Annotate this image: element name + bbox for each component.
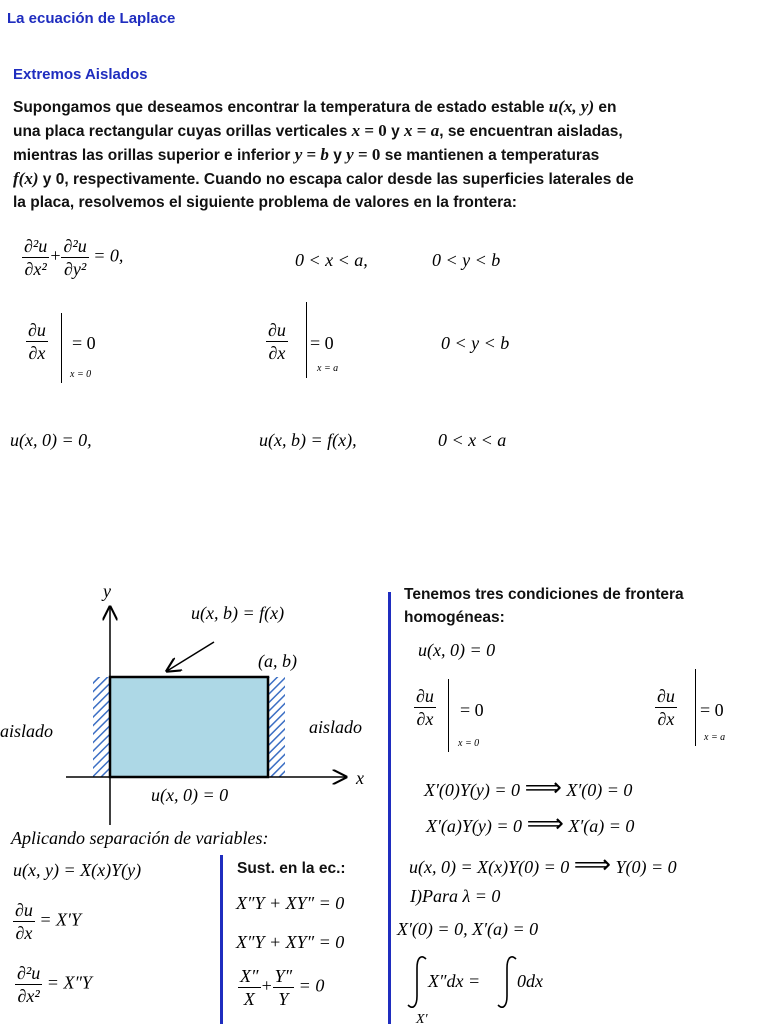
fraction xyxy=(655,686,677,729)
text: y xyxy=(386,123,405,140)
math-y: y xyxy=(346,145,354,164)
integral-lhs: X″dx = xyxy=(428,971,481,991)
bc2-subscript: x = a xyxy=(317,363,339,374)
math-eq: = 0 xyxy=(360,121,387,140)
fraction xyxy=(414,686,436,729)
result-row-3 xyxy=(409,850,677,880)
range-x: 0 < x < a, xyxy=(295,250,368,270)
section-subtitle: Extremos Aislados xyxy=(13,66,148,83)
integral-rhs: 0dx xyxy=(517,971,543,991)
fraction xyxy=(273,966,295,1009)
para-line-5: la placa, resolvemos el siguiente problema de valores en la frontera: xyxy=(13,194,517,211)
rhs: = X′Y xyxy=(39,909,81,930)
bc1-subscript: x = 0 xyxy=(70,369,92,380)
bc2-value: = 0 xyxy=(310,333,334,353)
text: una placa rectangular cuyas orillas verticales xyxy=(13,123,352,140)
right-insulation-hatch xyxy=(268,677,285,777)
bc2-derivative xyxy=(266,320,288,363)
denominator: Y xyxy=(278,989,289,1009)
fraction xyxy=(22,236,49,279)
denominator: ∂x² xyxy=(24,259,47,279)
para-line-3 xyxy=(13,143,703,167)
numerator: ∂u xyxy=(28,320,46,340)
bc2-range: 0 < y < b xyxy=(441,333,510,353)
math-eq: = 0 xyxy=(353,145,381,164)
numerator: ∂u xyxy=(15,900,33,920)
separation-heading: Aplicando separación de variables: xyxy=(11,828,269,848)
fraction xyxy=(238,966,261,1009)
corner-label: (a, b) xyxy=(258,651,297,671)
evaluation-bar xyxy=(695,669,696,746)
right-text-2: homogéneas: xyxy=(404,609,505,626)
math-u: u(x, y) xyxy=(548,97,595,116)
numerator: ∂u xyxy=(657,686,675,706)
numerator: ∂u xyxy=(416,686,434,706)
denominator: ∂x xyxy=(15,923,33,943)
condition-2-derivative xyxy=(414,686,436,729)
case-conditions: X′(0) = 0, X′(a) = 0 xyxy=(397,919,539,939)
para-line-1 xyxy=(13,95,703,119)
bc1-value: = 0 xyxy=(72,333,96,353)
numerator: X″ xyxy=(240,966,259,986)
result-row-1 xyxy=(424,773,633,803)
left-insulated-label: aislado xyxy=(0,721,54,741)
text: , se encuentran aisladas, xyxy=(439,123,623,140)
para-line-2 xyxy=(13,119,703,143)
lhs: X′(0)Y(y) = 0 xyxy=(424,780,521,800)
denominator: ∂x xyxy=(28,343,46,363)
text: y 0, respectivamente. Cuando no escapa calor desde las superficies laterales de xyxy=(38,171,634,188)
fraction xyxy=(13,900,35,943)
page-title: La ecuación de Laplace xyxy=(7,10,176,27)
condition-3-derivative xyxy=(655,686,677,729)
fraction xyxy=(266,320,288,363)
column-divider xyxy=(220,855,223,1024)
numerator: ∂²u xyxy=(63,236,87,256)
rhs: X′(0) = 0 xyxy=(566,780,633,800)
math-eq: = xyxy=(412,121,431,140)
range-y: 0 < y < b xyxy=(432,250,501,270)
bc3: u(x, 0) = 0, xyxy=(10,430,92,450)
text: y xyxy=(328,147,347,164)
numerator: ∂²u xyxy=(24,236,48,256)
separation-equation: u(x, y) = X(x)Y(y) xyxy=(13,860,142,880)
implies-arrow-icon: ⟹ xyxy=(573,850,612,880)
bc4: u(x, b) = f(x), xyxy=(259,430,357,450)
bc4-range: 0 < x < a xyxy=(438,430,507,450)
fraction xyxy=(26,320,48,363)
plate-rect xyxy=(110,677,268,777)
condition-2-subscript: x = 0 xyxy=(458,738,480,749)
column-divider xyxy=(388,592,391,1024)
bottom-edge-label: u(x, 0) = 0 xyxy=(151,785,229,805)
partial-derivative-cut: X′ xyxy=(416,1012,428,1027)
numerator: ∂u xyxy=(268,320,286,340)
denominator: ∂y² xyxy=(63,259,87,279)
plus-sign: + xyxy=(260,975,273,996)
math-b: b xyxy=(320,145,329,164)
laplace-equation xyxy=(22,236,123,279)
left-insulation-hatch xyxy=(93,677,110,777)
numerator: Y″ xyxy=(274,966,293,986)
rhs: = X″Y xyxy=(46,972,92,993)
fraction xyxy=(61,236,88,279)
text: se mantienen a temperaturas xyxy=(380,147,600,164)
result-row-2 xyxy=(426,809,635,839)
implies-arrow-icon: ⟹ xyxy=(524,773,562,803)
text: Supongamos que deseamos encontrar la temperatura de estado estable xyxy=(13,99,549,116)
rhs: X′(a) = 0 xyxy=(568,816,635,836)
math-y: y xyxy=(294,145,303,164)
plus-sign: + xyxy=(49,245,62,266)
second-derivative xyxy=(15,963,92,1006)
x-axis-label: x xyxy=(356,768,364,788)
equals-zero: = 0, xyxy=(93,245,124,266)
condition-3-value: = 0 xyxy=(700,700,724,720)
top-edge-label: u(x, b) = f(x) xyxy=(191,603,285,623)
denominator: X xyxy=(243,989,255,1009)
first-derivative xyxy=(13,900,81,943)
text: mientras las orillas superior e inferior xyxy=(13,147,295,164)
denominator: ∂x xyxy=(268,343,286,363)
denominator: ∂x xyxy=(416,709,434,729)
lhs: X′(a)Y(y) = 0 xyxy=(426,816,523,836)
problem-paragraph xyxy=(13,95,703,214)
right-insulated-label: aislado xyxy=(309,717,363,737)
y-axis-label: y xyxy=(103,581,111,601)
para-line-4 xyxy=(13,167,703,191)
denominator: ∂x xyxy=(657,709,675,729)
math-a: a xyxy=(430,121,440,140)
lhs: u(x, 0) = X(x)Y(0) = 0 xyxy=(409,857,570,877)
math-eq: = xyxy=(302,145,321,164)
evaluation-bar xyxy=(61,313,62,383)
substitution-label: Sust. en la ec.: xyxy=(237,860,346,877)
numerator: ∂²u xyxy=(17,963,41,983)
bc1-derivative xyxy=(26,320,48,363)
denominator: ∂x² xyxy=(17,986,40,1006)
math-x: x xyxy=(404,121,413,140)
separated-equation xyxy=(238,966,324,1009)
math-x: x xyxy=(351,121,361,140)
case-heading: I)Para λ = 0 xyxy=(410,886,501,906)
condition-2-value: = 0 xyxy=(460,700,484,720)
implies-arrow-icon: ⟹ xyxy=(526,809,564,839)
evaluation-bar xyxy=(306,302,307,378)
right-text-1: Tenemos tres condiciones de frontera xyxy=(404,586,684,603)
top-edge-pointer xyxy=(167,642,214,671)
substitution-1: X″Y + XY″ = 0 xyxy=(236,893,345,913)
condition-3-subscript: x = a xyxy=(704,732,726,743)
substitution-2: X″Y + XY″ = 0 xyxy=(236,932,345,952)
condition-1: u(x, 0) = 0 xyxy=(418,640,496,660)
equals-zero: = 0 xyxy=(298,975,325,996)
rhs: Y(0) = 0 xyxy=(615,857,677,877)
fraction xyxy=(15,963,42,1006)
math-f: f(x) xyxy=(13,169,39,188)
text: en xyxy=(594,99,617,116)
evaluation-bar xyxy=(448,679,449,752)
